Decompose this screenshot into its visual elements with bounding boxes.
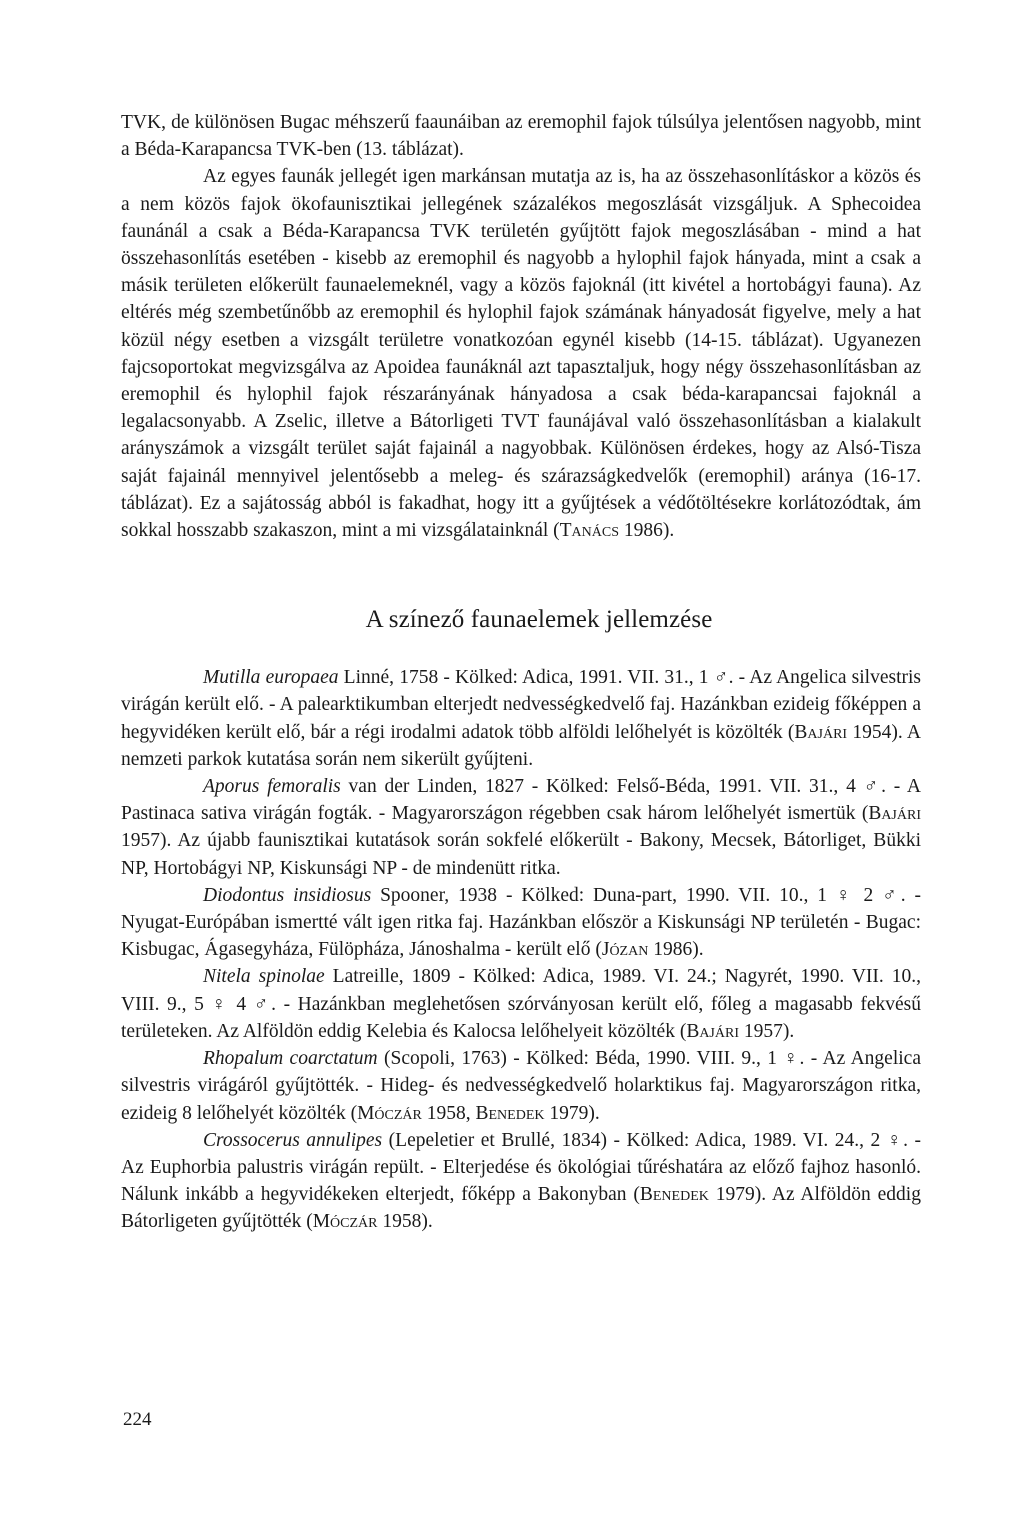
citation-author: Tanács (559, 520, 620, 542)
citation-author: Benedek (475, 1102, 545, 1124)
entry-text: (Scopoli, 1763) - Kölked: Béda, 1990. VIII. 9., 1 ♀. - Az Angelica silvestris virágáról gyűjtötték. - Hideg- és nedvességkedvelő holarktikus faj. Magyarországon ritka, ezideig 8 lelőhelyét közölték ( (121, 1048, 921, 1124)
entry-text: 1986). (648, 939, 704, 961)
entry-text: 1979). (544, 1102, 600, 1124)
species-name: Crossocerus annulipes (203, 1129, 383, 1151)
species-entry-crossocerus (121, 1127, 921, 1236)
entry-text: Latreille, 1809 - Kölked: Adica, 1989. VI. 24.; Nagyrét, 1990. VII. 10., VIII. 9., 5 ♀ 4 ♂. - Hazánkban meglehetősen szórványosan került elő, főleg a magasabb fekvésű területeken. Az Alföldön eddig Kelebia és Kalocsa lelőhelyeit közölték ( (121, 966, 921, 1042)
species-entry-nitela (121, 963, 921, 1045)
citation-author: Benedek (639, 1184, 709, 1206)
species-name: Aporus femoralis (203, 776, 341, 798)
species-name: Rhopalum coarctatum (203, 1048, 378, 1070)
citation-author: Bajári (794, 721, 848, 743)
entry-text: 1954). A nemzeti parkok kutatása során nem sikerült gyűjteni. (121, 721, 921, 770)
paragraph-text: Az egyes faunák jellegét igen markánsan mutatja az is, ha az összehasonlításkor a közös és a nem közös fajok ökofaunisztikai jellegének százalékos megoszlását vizsgáljuk. A Sphecoidea faunánál a csak a Béda-Karapancsa TVK területén gyűjtött fajok megoszlásában - mind a hat összehasonlítás esetében - kisebb az eremophil és nagyobb a hylophil fajok hányada, mint a csak a másik területen előkerült faunaelemeknél, vagy a közös fajoknál (itt kivétel a hortobágyi fauna). Az eltérés még szembetűnőbb az eremophil és hylophil fajok számának hányadosát figyelve, mely a hat közül négy esetben a vizsgált területre vonatkozóan egynél kisebb (14-15. táblázat). Ugyanezen fajcsoportokat megvizsgálva az Apoidea faunáknál azt tapasztaljuk, hogy négy összehasonlításban az eremophil és hylophil fajok részarányának hányadosa a csak béda-karapancsai fajoknál a legalacsonyabb. A Zselic, illetve a Bátorligeti TVT faunájával való összehasonlításban a kialakult arányszámok a vizsgált terület saját fajainál a nagyobbak. Különösen érdekes, hogy az Alsó-Tisza saját fajainál mennyivel jelentősebb a meleg- és szárazságkedvelők (eremophil) aránya (16-17. táblázat). Ez a sajátosság abból is fakadhat, hogy itt a gyűjtések a védőtöltésekre korlátozódtak, ám sokkal hosszabb szakaszon, mint a mi vizsgálatainknál ( (121, 166, 921, 542)
page-body (121, 109, 921, 1236)
intro-paragraph-2 (121, 163, 921, 544)
citation-author: Bajári (686, 1020, 739, 1042)
entry-text: van der Linden, 1827 - Kölked: Felső-Béda, 1991. VII. 31., 4 ♂. - A Pastinaca sativa virágán fogták. - Magyarországon régebben csak három lelőhelyét ismertük ( (121, 776, 921, 825)
paragraph-text: 1986). (619, 520, 675, 542)
species-name: Nitela spinolae (203, 966, 325, 988)
species-entry-mutilla (121, 664, 921, 773)
species-name: Mutilla europaea (203, 667, 339, 689)
entry-text: 1957). Az újabb faunisztikai kutatások során sokfelé előkerült - Bakony, Mecsek, Bátorliget, Bükki NP, Hortobágyi NP, Kiskunsági NP - de mindenütt ritka. (121, 830, 921, 879)
species-entry-diodontus (121, 882, 921, 964)
species-name: Diodontus insidiosus (203, 884, 372, 906)
entry-text: 1958, (421, 1102, 476, 1124)
citation-author: Józan (601, 939, 649, 961)
entry-text: 1958). (377, 1211, 433, 1233)
citation-author: Móczár (312, 1211, 378, 1233)
section-heading: A színező faunaelemek jellemzése (365, 606, 713, 634)
species-entry-aporus (121, 773, 921, 882)
entry-text: Linné, 1758 - Kölked: Adica, 1991. VII. 31., 1 ♂. - Az Angelica silvestris virágán került elő. - A palearktikumban elterjedt nedvességkedvelő faj. Hazánkban ezideig főképpen a hegyvidéken került elő, bár a régi irodalmi adatok több alföldi lelőhelyét is közölték ( (121, 667, 921, 743)
page-number: 224 (123, 1409, 152, 1430)
intro-paragraph-1: TVK, de különösen Bugac méhszerű faaunáiban az eremophil fajok túlsúlya jelentősen nagyobb, mint a Béda-Karapancsa TVK-ben (13. táblázat). (121, 112, 921, 161)
entry-text: 1979). Az Alföldön eddig Bátorligeten gyűjtötték ( (121, 1184, 921, 1233)
entry-text: (Lepeletier et Brullé, 1834) - Kölked: Adica, 1989. VI. 24., 2 ♀. - Az Euphorbia palustris virágán repült. - Elterjedése és ökológiai tűréshatára az előző fajhoz hasonló. Nálunk inkább a hegyvidékeken elterjedt, főképp a Bakonyban ( (121, 1129, 921, 1206)
citation-author: Móczár (357, 1102, 422, 1124)
citation-author: Bajári (868, 803, 921, 825)
entry-text: Spooner, 1938 - Kölked: Duna-part, 1990. VII. 10., 1 ♀ 2 ♂. - Nyugat-Európában ismertté vált igen ritka faj. Hazánkban először a Kiskunsági NP területén - Bugac: Kisbugac, Ágasegyháza, Fülöpháza, Jánoshalma - került elő ( (121, 884, 921, 961)
entry-text: 1957). (739, 1020, 795, 1042)
species-entry-rhopalum (121, 1045, 921, 1127)
